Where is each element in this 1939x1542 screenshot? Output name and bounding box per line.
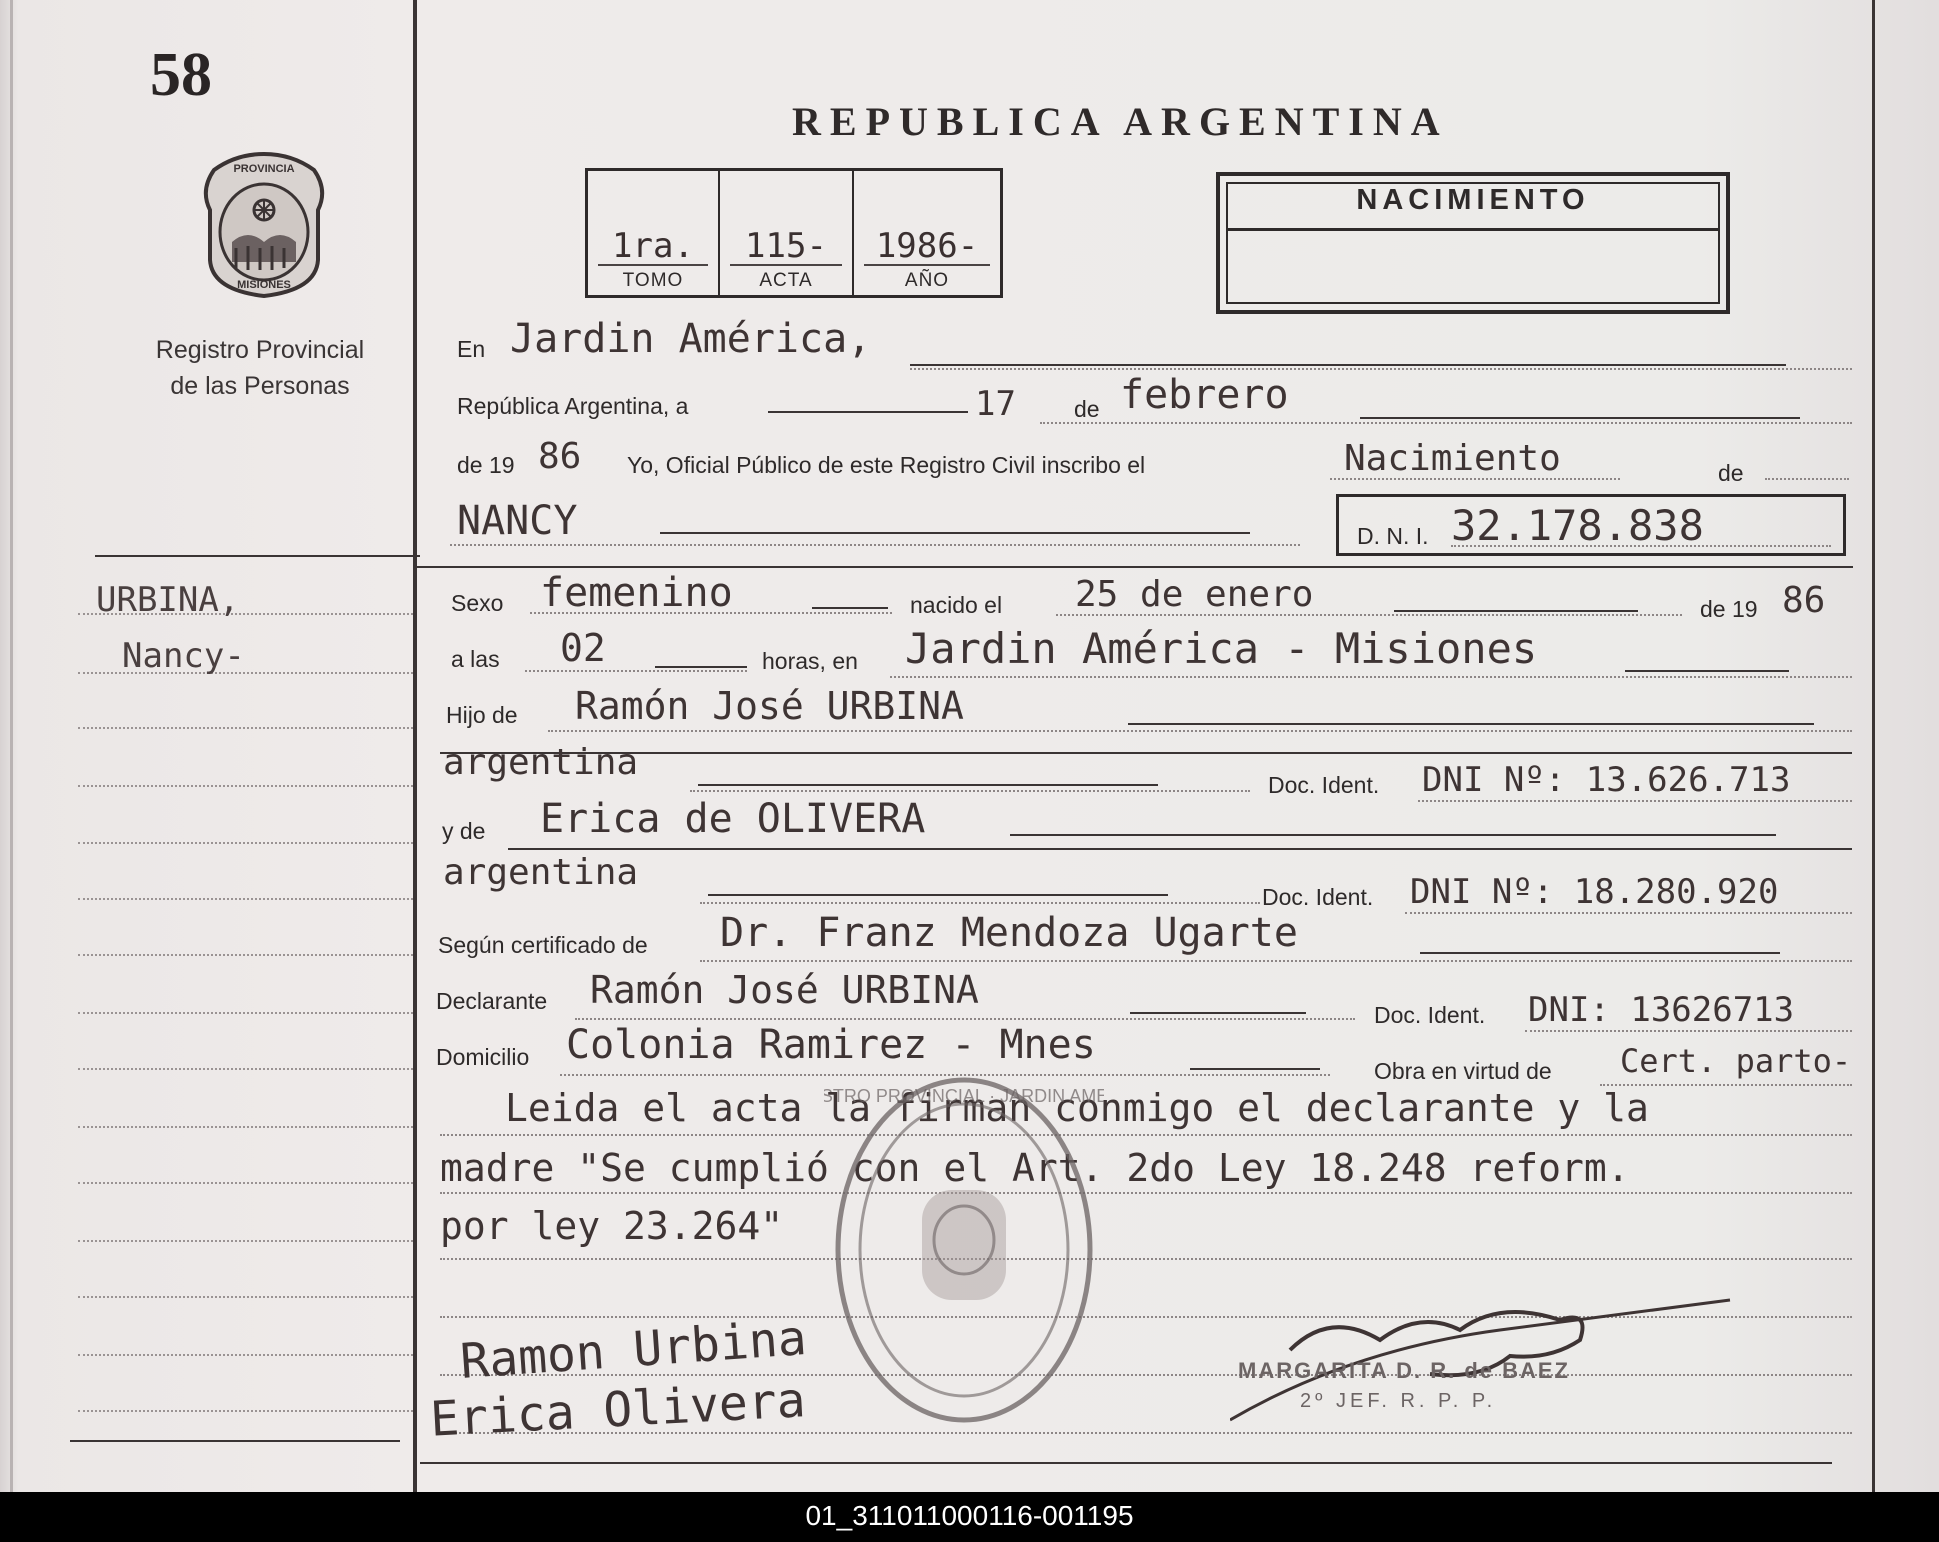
seal-top-text: PROVINCIA	[233, 163, 295, 175]
father-nationality: argentina	[443, 742, 639, 783]
note-line-3: por ley 23.264"	[440, 1204, 784, 1248]
domicilio-value: Colonia Ramirez - Mnes	[566, 1022, 1096, 1068]
de-label-2: de	[1718, 460, 1744, 486]
acta-cell	[720, 171, 854, 295]
margin-dotted-line	[78, 1012, 413, 1014]
republica-label: República Argentina, a	[457, 393, 689, 419]
certificado-value: Dr. Franz Mendoza Ugarte	[720, 910, 1298, 956]
dotted-line	[1765, 478, 1849, 480]
mother-nationality: argentina	[443, 852, 639, 893]
nacido-label: nacido el	[910, 592, 1003, 618]
given-name-value: NANCY	[457, 498, 578, 544]
stamp-text: STRO PROVINCIAL · JARDIN AME	[824, 1086, 1104, 1106]
anio-value: 1986-	[875, 226, 979, 266]
fill-line	[660, 532, 1250, 534]
birth-place-value: Jardin América - Misiones	[905, 624, 1538, 673]
declarante-doc-value: DNI: 13626713	[1528, 990, 1795, 1030]
margin-dotted-line	[78, 727, 413, 729]
dotted-line	[1330, 478, 1620, 480]
margin-separator	[95, 555, 420, 557]
registry-line-2: de las Personas	[170, 372, 350, 400]
margin-dotted-line	[78, 1354, 413, 1356]
signature-mother: Erica Olivera	[428, 1372, 807, 1448]
registry-line-1: Registro Provincial	[155, 336, 365, 364]
dotted-line	[910, 368, 1852, 370]
mother-doc-value: DNI Nº: 18.280.920	[1410, 872, 1779, 912]
province-seal	[196, 150, 332, 305]
footer-code: 01_311011000116-001195	[805, 1500, 1134, 1531]
inscribe-value: Nacimiento	[1344, 438, 1561, 479]
record-type-title: NACIMIENTO	[1356, 184, 1590, 216]
year-value: 86	[538, 436, 582, 477]
sexo-label: Sexo	[451, 590, 504, 616]
dni-label: D. N. I.	[1357, 523, 1429, 549]
official-stamp	[824, 1070, 1104, 1435]
margin-bottom-rule	[70, 1440, 400, 1442]
declarante-doc-label: Doc. Ident.	[1374, 1002, 1486, 1028]
margin-dotted-line	[78, 898, 413, 900]
margin-dotted-line	[78, 1182, 413, 1184]
acta-value: 115-	[745, 226, 827, 266]
footer-bar	[0, 1492, 1939, 1542]
year-prefix: de 19	[457, 452, 515, 478]
anio-cell	[854, 171, 1000, 295]
margin-dotted-line	[78, 1126, 413, 1128]
birth-year-prefix: de 19	[1700, 596, 1758, 622]
hour-value: 02	[560, 626, 606, 670]
tomo-label: TOMO	[622, 270, 684, 291]
dotted-line	[450, 544, 1300, 546]
margin-dotted-line	[78, 1296, 413, 1298]
obra-label: Obra en virtud de	[1374, 1058, 1552, 1084]
anio-label: AÑO	[904, 270, 950, 291]
alas-label: a las	[451, 646, 500, 672]
father-doc-value: DNI Nº: 13.626.713	[1422, 760, 1791, 800]
horas-label: horas, en	[762, 648, 858, 674]
fill-line	[1360, 417, 1800, 419]
record-type-box	[1216, 172, 1730, 314]
yde-label: y de	[442, 818, 486, 844]
official-name: MARGARITA D. R. de BAEZ	[1238, 1358, 1570, 1383]
official-title: 2º JEF. R. P. P.	[1300, 1390, 1497, 1412]
birth-year-value: 86	[1782, 580, 1826, 621]
declarante-value: Ramón José URBINA	[590, 968, 979, 1012]
de-label: de	[1074, 396, 1100, 422]
signature-father: Ramon Urbina	[458, 1309, 809, 1391]
sexo-value: femenino	[540, 570, 733, 616]
document-title: REPUBLICA ARGENTINA	[792, 99, 1449, 144]
segun-label: Según certificado de	[438, 932, 648, 958]
mother-doc-label: Doc. Ident.	[1262, 884, 1374, 910]
en-label: En	[457, 336, 486, 362]
hijo-label: Hijo de	[446, 702, 518, 728]
margin-dotted-line	[78, 785, 413, 787]
margin-dotted-line	[78, 1410, 413, 1412]
tomo-value: 1ra.	[612, 226, 694, 266]
fill-line	[910, 364, 1786, 366]
oficial-text: Yo, Oficial Público de este Registro Civil inscribo el	[627, 452, 1146, 478]
dni-value: 32.178.838	[1451, 501, 1704, 550]
dotted-line	[1040, 422, 1852, 424]
column-divider	[413, 0, 417, 1492]
margin-dotted-line	[78, 954, 413, 956]
acta-label: ACTA	[759, 270, 813, 291]
tomo-cell	[588, 171, 720, 295]
declarante-label: Declarante	[436, 988, 548, 1014]
page-number: 58	[150, 41, 212, 109]
note-line-2: madre "Se cumplió con el Art. 2do Ley 18.248 reform.	[440, 1146, 1630, 1190]
margin-given-name: Nancy-	[122, 636, 245, 676]
margin-surname: URBINA,	[96, 580, 240, 620]
obra-value: Cert. parto-	[1620, 1042, 1852, 1080]
day-value: 17	[975, 384, 1016, 424]
mother-name-value: Erica de OLIVERA	[540, 796, 926, 842]
domicilio-label: Domicilio	[436, 1044, 530, 1070]
fill-line	[768, 411, 968, 413]
father-name-value: Ramón José URBINA	[575, 684, 964, 728]
registry-name	[120, 332, 400, 404]
birth-date-value: 25 de enero	[1075, 574, 1314, 615]
binding-edge	[10, 0, 13, 1492]
margin-dotted-line	[78, 842, 413, 844]
father-doc-label: Doc. Ident.	[1268, 772, 1380, 798]
month-value: febrero	[1120, 372, 1289, 418]
en-value: Jardin América,	[510, 316, 872, 362]
tomo-acta-anio-box	[585, 168, 1003, 298]
right-border	[1872, 0, 1875, 1492]
note-line-1: Leida el acta la firman conmigo el declarante y la	[505, 1086, 1649, 1130]
seal-bottom-text: MISIONES	[237, 279, 291, 291]
margin-dotted-line	[78, 1068, 413, 1070]
margin-dotted-line	[78, 1240, 413, 1242]
section-rule	[417, 566, 1853, 568]
dni-box	[1336, 494, 1846, 556]
